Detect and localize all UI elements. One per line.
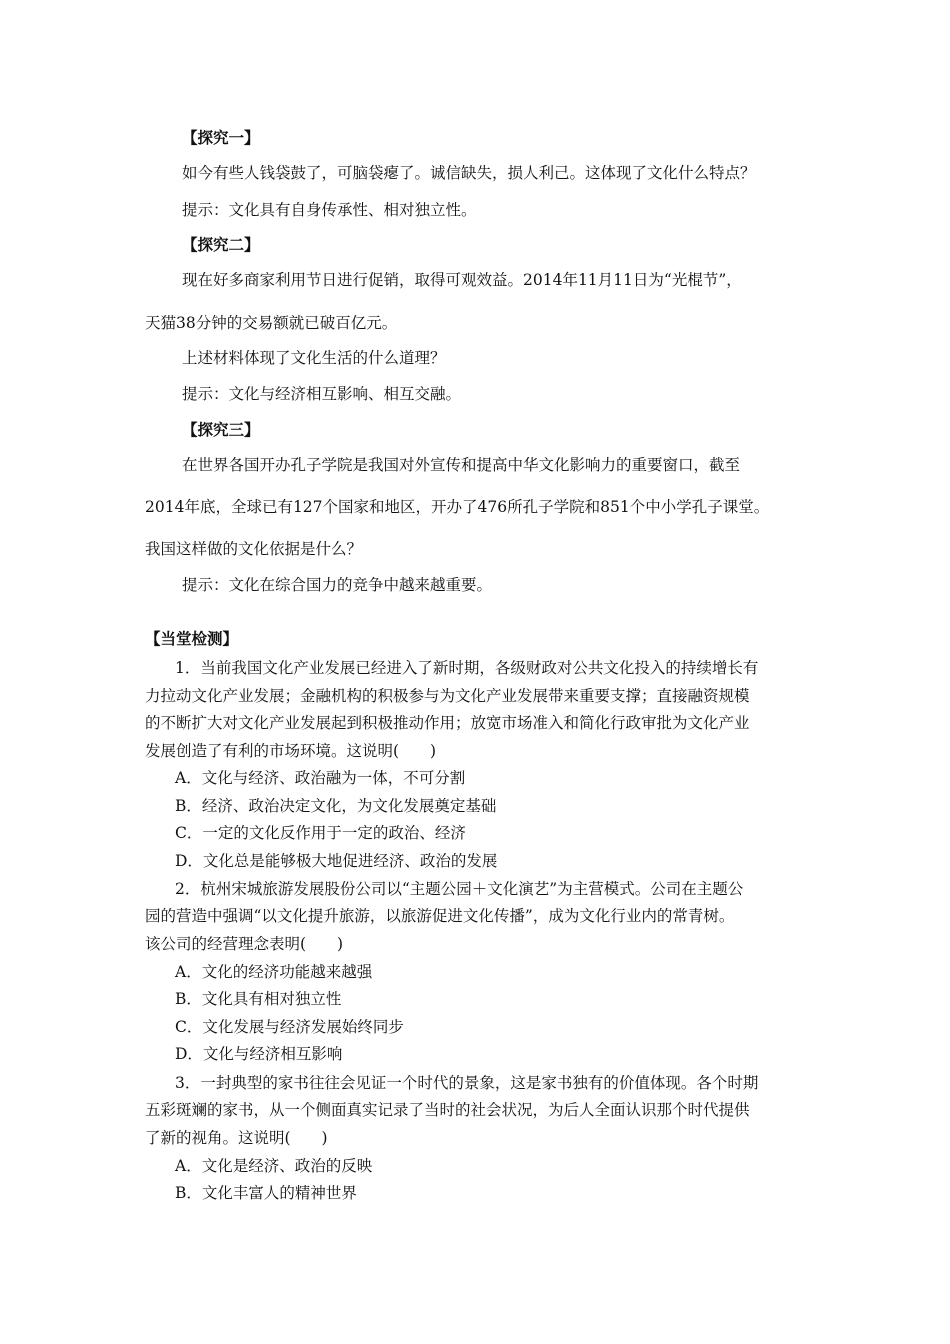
question-3-line-2: 五彩斑斓的家书，从一个侧面真实记录了当时的社会状况，为后人全面认识那个时代提供: [145, 1101, 750, 1119]
explore-two-heading: 【探究二】: [182, 235, 260, 254]
question-3-option-a: A．文化是经济、政治的反映: [175, 1157, 373, 1175]
question-2-option-b: B．文化具有相对独立性: [175, 990, 342, 1008]
question-1-option-b: B．经济、政治决定文化，为文化发展奠定基础: [175, 797, 497, 815]
explore-three-hint: 提示：文化在综合国力的竞争中越来越重要。: [182, 576, 493, 594]
question-1-option-d: D．文化总是能够极大地促进经济、政治的发展: [175, 852, 498, 870]
explore-two-material-line1: 现在好多商家利用节日进行促销，取得可观效益。2014年11月11日为“光棍节”，: [182, 271, 742, 289]
question-1-line-1: 1．当前我国文化产业发展已经进入了新时期，各级财政对公共文化投入的持续增长有: [175, 659, 759, 677]
question-2-option-d: D．文化与经济相互影响: [175, 1045, 343, 1063]
check-heading: 【当堂检测】: [145, 629, 239, 648]
explore-three-material-line1: 在世界各国开办孔子学院是我国对外宣传和提高中华文化影响力的重要窗口，截至: [182, 456, 741, 474]
explore-two-material-line2: 天猫38分钟的交易额就已破百亿元。: [145, 314, 398, 332]
question-1-line-2: 力拉动文化产业发展；金融机构的积极参与为文化产业发展带来重要支撑；直接融资规模: [145, 687, 750, 705]
question-3-line-1: 3．一封典型的家书往往会见证一个时代的景象，这是家书独有的价值体现。各个时期: [175, 1074, 759, 1092]
question-1-line-3: 的不断扩大对文化产业发展起到积极推动作用；放宽市场准入和简化行政审批为文化产业: [145, 714, 750, 732]
question-2-line-3: 该公司的经营理念表明( ): [145, 935, 344, 953]
question-2-option-c: C．文化发展与经济发展始终同步: [175, 1018, 404, 1036]
explore-one-question: 如今有些人钱袋鼓了，可脑袋瘪了。诚信缺失，损人利己。这体现了文化什么特点？: [182, 164, 756, 182]
question-1-option-c: C．一定的文化反作用于一定的政治、经济: [175, 824, 466, 842]
explore-two-question: 上述材料体现了文化生活的什么道理？: [182, 349, 446, 367]
question-3-option-b: B．文化丰富人的精神世界: [175, 1184, 357, 1202]
explore-one-heading: 【探究一】: [182, 128, 260, 147]
question-2-line-2: 园的营造中强调“以文化提升旅游，以旅游促进文化传播”，成为文化行业内的常青树。: [145, 907, 735, 925]
explore-three-material-line3: 我国这样做的文化依据是什么？: [145, 540, 363, 558]
explore-three-heading: 【探究三】: [182, 420, 260, 439]
explore-one-hint: 提示：文化具有自身传承性、相对独立性。: [182, 201, 477, 219]
question-1-option-a: A．文化与经济、政治融为一体，不可分割: [175, 769, 466, 787]
explore-two-hint: 提示：文化与经济相互影响、相互交融。: [182, 385, 462, 403]
question-1-line-4: 发展创造了有利的市场环境。这说明( ): [145, 742, 437, 760]
explore-three-material-line2: 2014年底，全球已有127个国家和地区，开办了476所孔子学院和851个中小学孔子课堂。: [145, 498, 770, 516]
question-2-line-1: 2．杭州宋城旅游发展股份公司以“主题公园＋文化演艺”为主营模式。公司在主题公: [175, 880, 744, 898]
question-2-option-a: A．文化的经济功能越来越强: [175, 963, 373, 981]
question-3-line-3: 了新的视角。这说明( ): [145, 1129, 328, 1147]
